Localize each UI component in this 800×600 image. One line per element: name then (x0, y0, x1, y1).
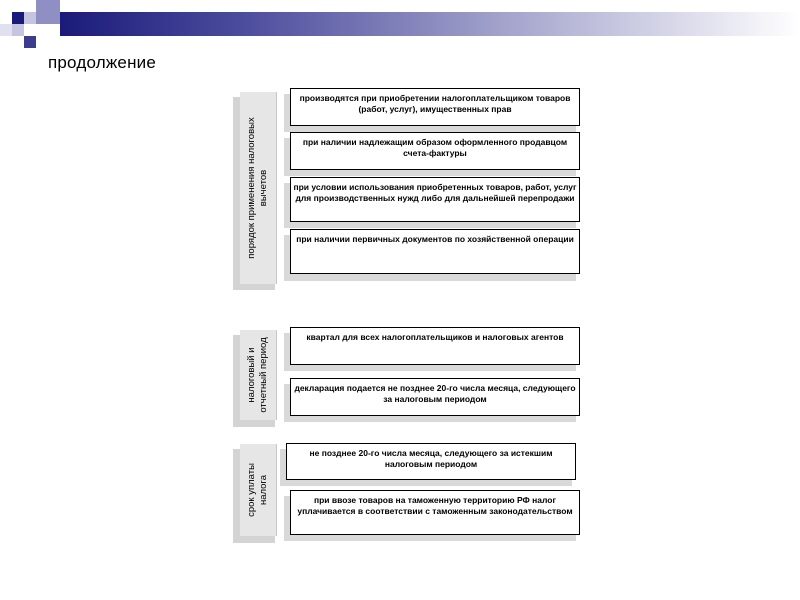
deduction-item-1: производятся при приобретении налогоплательщиком товаров (работ, услуг), имущественных прав (290, 88, 580, 126)
header-square-dark (24, 36, 36, 48)
header-square-mid (36, 0, 60, 24)
header-square-dark (12, 12, 24, 24)
group-label-line: срок уплаты (246, 463, 257, 517)
group-label-line: порядок применения налоговых (246, 117, 257, 259)
period-item-2: декларация подается не позднее 20-го числа месяца, следующего за налоговым периодом (290, 378, 580, 416)
payment-item-1: не позднее 20-го числа месяца, следующего за истекшим налоговым периодом (286, 443, 576, 480)
slide-title: продолжение (48, 53, 157, 72)
header-square-light (0, 24, 12, 36)
group-label-line: вычетов (258, 169, 269, 207)
group-label-line: налоговый и (246, 347, 257, 403)
header-square-light (24, 12, 36, 24)
group-label-deductions (240, 92, 277, 284)
deduction-item-3: при условии использования приобретенных товаров, работ, услуг для производственных нужд либо для дальнейшей перепродажи (290, 177, 580, 222)
header-square-light (12, 24, 24, 36)
header-gradient-bar (60, 12, 800, 36)
period-item-1: квартал для всех налогоплательщиков и налоговых агентов (290, 327, 580, 365)
deduction-item-2: при наличии надлежащим образом оформленного продавцом счета-фактуры (290, 132, 580, 170)
group-label-payment (240, 444, 277, 536)
payment-item-2: при ввозе товаров на таможенную территорию РФ налог уплачивается в соответствии с таможенным законодательством (290, 490, 580, 535)
group-label-line: налога (258, 475, 269, 506)
group-label-line: отчетный период (258, 337, 269, 413)
deduction-item-4: при наличии первичных документов по хозяйственной операции (290, 229, 580, 274)
group-label-period (240, 330, 277, 420)
